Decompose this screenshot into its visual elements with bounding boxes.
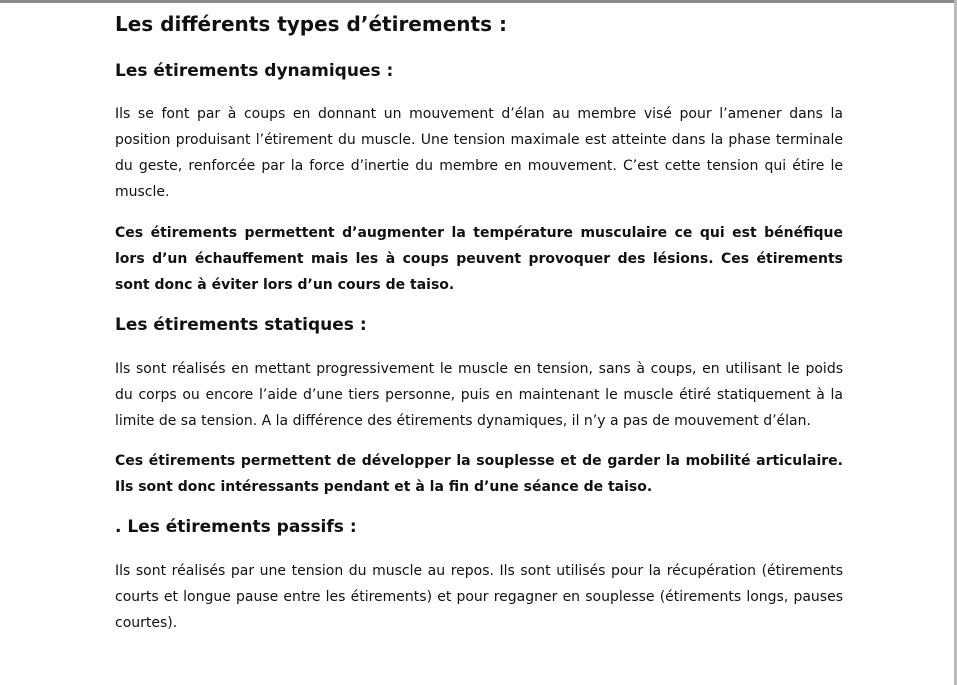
paragraph-dynamic-note: Ces étirements permettent d’augmenter la température musculaire ce qui est bénéfique lors d’un échauffement mais les à coups peuvent provoquer des lésions. Ces étirements sont donc à éviter lors d’un cours de taiso. bbox=[115, 225, 843, 293]
heading-static-stretches: Les étirements statiques : bbox=[115, 315, 367, 335]
paragraph-static-description: Ils sont réalisés en mettant progressivement le muscle en tension, sans à coups, en utilisant le poids du corps ou encore l’aide d’une tiers personne, puis en maintenant le muscle étiré statiquement à la limite de sa tension. A la différence des étirements dynamiques, il n’y a pas de mouvement d’élan. bbox=[115, 361, 843, 429]
page-title: Les différents types d’étirements : bbox=[115, 12, 507, 36]
paragraph-dynamic-description: Ils se font par à coups en donnant un mouvement d’élan au membre visé pour l’amener dans la position produisant l’étirement du muscle. Une tension maximale est atteinte dans la phase terminale du geste, renforcée par la force d’inertie du membre en mouvement. C’est cette tension qui étire le muscle. bbox=[115, 106, 843, 200]
heading-dynamic-stretches: Les étirements dynamiques : bbox=[115, 61, 394, 81]
heading-passive-stretches: . Les étirements passifs : bbox=[115, 517, 357, 537]
paragraph-passive-description: Ils sont réalisés par une tension du muscle au repos. Ils sont utilisés pour la récupération (étirements courts et longue pause entre les étirements) et pour regagner en souplesse (étirements longs, pauses courtes). bbox=[115, 563, 843, 631]
paragraph-static-note: Ces étirements permettent de développer la souplesse et de garder la mobilité articulaire. Ils sont donc intéressants pendant et à la fin d’une séance de taiso. bbox=[115, 453, 843, 495]
window-top-border bbox=[0, 0, 957, 3]
document-page bbox=[115, 8, 843, 636]
